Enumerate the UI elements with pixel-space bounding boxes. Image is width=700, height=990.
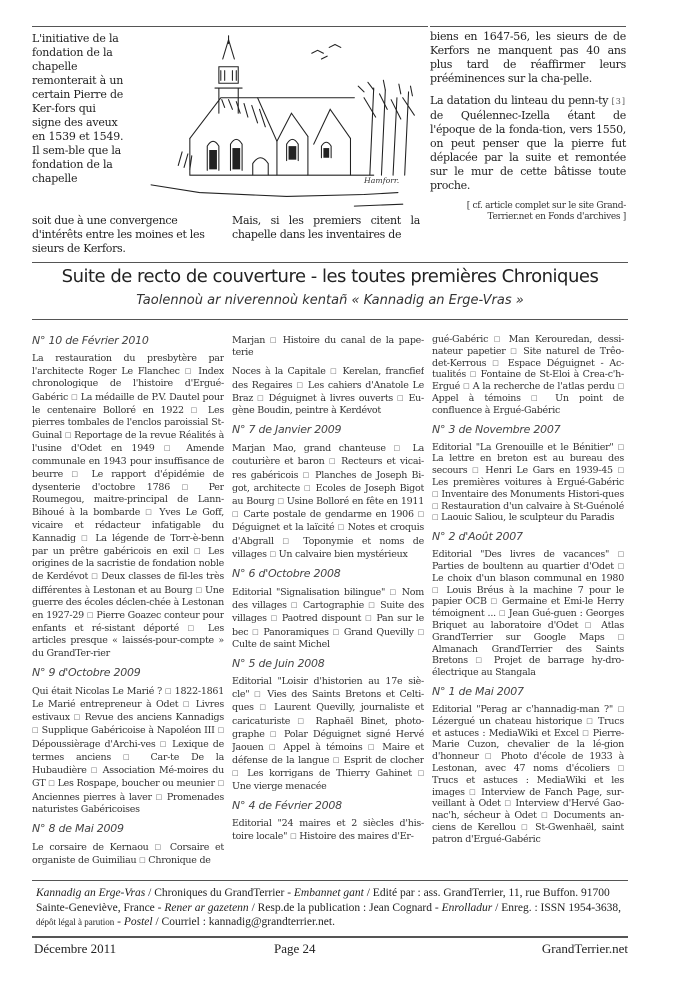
colophon-label-email: Postel	[123, 916, 153, 928]
colophon-text: / Edité par : ass. GrandTerrier, 11, rue Buffon. 91700 Sainte-Geneviève, France -	[36, 887, 610, 914]
separator-box: □	[617, 704, 624, 713]
separator-box: □	[417, 510, 424, 519]
separator-box: □	[182, 700, 192, 709]
separator-box: □	[296, 380, 304, 389]
separator-box: □	[582, 728, 590, 737]
separator-box: □	[232, 510, 240, 519]
separator-box: □	[332, 627, 341, 636]
separator-box: □	[259, 703, 269, 712]
colophon	[36, 886, 630, 930]
separator-box: □	[91, 572, 99, 581]
cf-note: [ cf. article complet sur le site Grand-Terrier.net en Fonds d'archives ]	[466, 201, 626, 222]
separator-box: □	[389, 588, 398, 597]
separator-box: □	[432, 489, 439, 498]
intro-middle-text: Mais, si les premiers citent la chapelle dans les inventaires de	[232, 214, 420, 241]
separator-box: □	[492, 358, 502, 367]
separator-box: □	[187, 624, 200, 633]
separator-box: □	[195, 585, 203, 594]
separator-box: □	[71, 392, 78, 401]
section-bottom-rule	[32, 319, 628, 320]
separator-box: □	[71, 469, 84, 478]
separator-box: □	[159, 739, 168, 748]
issue-contents: Editorial "La Grenouille et le Bénitier" □ La lettre en breton est au bureau des secours □ Henri Le Gars en 1939-45 □ Les premières voitures à Ergué-Gabéric □ Inventaire des Monuments Histori-ques □ Restauration d'un calvaire à St-Guénolé □ Laouic Saliou, le sculpteur du Paradis	[432, 441, 624, 524]
intro-right-paragraph-1: biens en 1647-56, les sieurs de de Kerfors ne manquent pas 40 ans plus tard de réaffirmer leurs prééminences sur la cha-pelle.	[430, 30, 626, 85]
colophon-legal-deposit: dépôt légal à parution	[36, 917, 115, 927]
separator-box: □	[145, 508, 155, 517]
separator-box: □	[217, 779, 224, 788]
separator-box: □	[32, 726, 39, 735]
separator-box: □	[367, 743, 377, 752]
separator-box: □	[64, 431, 72, 440]
issue-contents: Marjan □ Histoire du canal de la pape-terie	[232, 335, 424, 359]
section-top-rule	[32, 262, 628, 263]
colophon-text: / Enreg. : ISSN 1954-3638,	[492, 901, 622, 914]
separator-box: □	[252, 627, 260, 636]
issue-contents: Noces à la Capitale □ Kerelan, francfief des Regaires □ Les cahiers d'Anatole Le Braz □ Déguignet à livres ouverts □ Eu-gène Boudin, peintre à Kerdévot	[232, 366, 424, 417]
separator-box: □	[617, 763, 624, 772]
separator-box: □	[365, 614, 373, 623]
separator-box: □	[48, 779, 55, 788]
separator-box: □	[510, 346, 519, 355]
issue-contents: gué-Gabéric □ Man Kerouredan, dessi-nateur papetier □ Site naturel de Trêo-det-Kerrous □ Espace Déguignet - Ac-tualités □ Fontaine de St-Eloi à Crea-c'h-Ergué □ A la recherche de l'atlas perdu □ Appel à témoins □ Un point de confluence à Ergué-Gabéric	[432, 334, 624, 416]
separator-box: □	[617, 550, 624, 559]
issue-contents: Qui était Nicolas Le Marié ? □ 1822-1861 Le Marié entrepreneur à Odet □ Livres estivaux □ Revue des anciens Kannadigs □ Supplique Gabéricoise à Napoléon III □ Dépoussièrage d'Archi-ves □ Lexique de termes anciens □ Car-te De la Hubaudière □ Association Mé-moires du GT □ Les Rospape, boucher ou meunier □ Anciennes pierres à laver □ Promenades naturistes Gabéricoises	[32, 685, 224, 815]
issue-heading: N° 1 de Mai 2007	[432, 684, 524, 698]
chapel-illustration	[130, 30, 420, 210]
separator-box: □	[584, 620, 595, 629]
colophon-text: / Chroniques du GrandTerrier -	[145, 887, 294, 899]
separator-box: □	[432, 585, 441, 594]
separator-box: □	[368, 601, 376, 610]
separator-box: □	[269, 336, 279, 344]
separator-box: □	[181, 483, 197, 492]
separator-box: □	[270, 614, 279, 623]
intro-left-text-continued: soit due à une convergence d'intérêts entre les moines et les sieurs de Kerfors.	[32, 214, 205, 255]
issue-contents: Editorial "Loisir d'historien au 17e siè-cle" □ Vies des Saints Bretons et Celti-ques □ Laurent Quevilly, journaliste et caricaturiste □ Raphaël Binet, photo-graphe □ Polar Déguignet signé Hervé Jaouen □ Appel à témoins □ Maire et défense de la langue □ Esprit de clocher □ Les korrigans de Thierry Gahinet □ Une vierge menacée	[232, 676, 424, 792]
separator-box: □	[86, 611, 94, 620]
separator-box: □	[81, 533, 91, 542]
issue-contents: Editorial "24 maires et 2 siècles d'his-toire locale" □ Histoire des maires d'Er-	[232, 817, 424, 843]
separator-box: □	[432, 513, 439, 522]
separator-box: □	[268, 743, 278, 752]
separator-box: □	[184, 367, 194, 376]
issue-heading: N° 5 de Juin 2008	[232, 657, 325, 671]
separator-box: □	[617, 632, 624, 641]
separator-box: □	[469, 787, 477, 796]
separator-box: □	[617, 382, 624, 391]
footer-site[interactable]: GrandTerrier.net	[541, 941, 628, 956]
separator-box: □	[504, 799, 512, 808]
intro-right-p2-start: La datation du linteau du penn-ty	[430, 94, 609, 107]
colophon-email[interactable]: / Courriel : kannadig@grandterrier.net.	[152, 916, 335, 928]
column-3	[432, 334, 624, 874]
separator-box: □	[190, 405, 202, 414]
separator-box: □	[297, 716, 309, 725]
intro-right-paragraph-2	[430, 94, 626, 193]
issue-heading: N° 3 de Novembre 2007	[432, 422, 561, 436]
footer-date: Décembre 2011	[34, 941, 117, 956]
colophon-publication-name: Kannadig an Erge-Vras	[36, 887, 146, 899]
separator-box: □	[193, 547, 203, 556]
separator-box: □	[154, 842, 164, 851]
separator-box: □	[617, 561, 624, 570]
colophon-text: -	[114, 916, 124, 928]
column-2	[232, 334, 424, 874]
illustration-signature: Hamforr.	[364, 175, 400, 185]
top-rule	[32, 26, 428, 27]
separator-box: □	[304, 483, 312, 492]
separator-box: □	[469, 370, 477, 379]
separator-box: □	[521, 822, 530, 831]
separator-box: □	[217, 726, 224, 735]
separator-box: □	[531, 393, 545, 402]
issue-contents: Marjan Mao, grand chanteuse □ La couturière et baron □ Recteurs et vicai-res gabéricois □ Planches de Joseph Bi-got, architecte □ Ecoles de Joseph Bigot au Bourg □ Usine Bolloré en fête en 1911 □ Carte postale de gendarme en 1906 □ Déguignet et la laïcité □ Notes et croquis d'Abgrall □ Toponymie et noms de villages □ Un calvaire bien mystérieux	[232, 443, 424, 560]
separator-box: □	[122, 752, 139, 761]
separator-box: □	[277, 497, 284, 506]
colophon-rule	[32, 880, 628, 881]
separator-box: □	[396, 393, 405, 402]
footer-rule	[32, 936, 628, 938]
issue-contents: Le corsaire de Kernaou □ Corsaire et organiste de Guimiliau □ Chronique de	[32, 841, 224, 867]
separator-box: □	[90, 766, 99, 775]
column-1	[32, 334, 224, 874]
separator-box: □	[257, 393, 265, 402]
separator-box: □	[290, 601, 299, 610]
issue-contents: Editorial "Des livres de vacances" □ Parties de boultenn au quartier d'Odet □ Le choix d'un blason communal en 1980 □ Louis Bréus à la machine 7 pour le papier OCB □ Germaine et Emi-le Herry témoignent ... □ Jean Gué-guen : Georges Briquet au laboratoire d'Odet □ Atlas GrandTerrier sur Google Maps □ Almanach GrandTerrier des Saints Bretons □ Projet de barrage hy-dro-électrique au Stangala	[432, 549, 624, 679]
separator-box: □	[498, 609, 506, 618]
separator-box: □	[472, 466, 481, 475]
separator-box: □	[541, 811, 550, 820]
separator-box: □	[269, 549, 276, 558]
separator-box: □	[290, 832, 297, 841]
separator-box: □	[254, 690, 263, 699]
section-subtitle: Taolennoù ar niverennoù kentañ « Kannadig an Erge-Vras »	[136, 293, 524, 308]
section-title: Suite de recto de couverture - les toutes premières Chroniques	[61, 266, 599, 287]
separator-box: □	[484, 752, 495, 761]
separator-box: □	[475, 656, 487, 665]
separator-box: □	[302, 470, 311, 479]
separator-box: □	[417, 769, 424, 778]
issue-heading: N° 9 d'Octobre 2009	[32, 665, 141, 679]
separator-box: □	[165, 686, 172, 695]
separator-box: □	[163, 444, 177, 453]
colophon-label-editor: Embannet gant	[293, 887, 364, 899]
intro-right-column	[430, 30, 626, 223]
separator-box: □	[328, 457, 337, 466]
separator-box: □	[139, 856, 146, 865]
separator-box: □	[269, 729, 279, 738]
separator-box: □	[330, 367, 339, 376]
separator-box: □	[490, 597, 498, 606]
issue-heading: N° 6 d'Octobre 2008	[232, 567, 341, 581]
colophon-text: / Resp.de la publication : Jean Cognard -	[248, 901, 442, 914]
separator-box: □	[617, 466, 624, 475]
separator-box: □	[332, 756, 341, 765]
separator-box: □	[232, 769, 242, 778]
issue-contents: La restauration du presbytère par l'architecte Roger Le Flanchec □ Index chronologique de l'histoire d'Ergué-Gabéric □ La médaille de P.V. Dautel pour le centenaire Bolloré en 1922 □ Les pierres tombales de l'enclos paroissial St-Guinal □ Reportage de la revue Réalités à l'usine d'Odet en 1949 □ Amende communale en 1943 pour insuffisance de beurre □ Le rapport d'épidémie de dysenterie d'octobre 1786 □ Per Roumegou, maitre-principal de Lann-Bihoué à la bombarde □ Yves Le Goff, vicaire et rédacteur infatigable du Kannadig □ La légende de Torr-è-benn par un prêtre gabéricois en exil □ Les origines de la sacristie de fondation noble de Kerdévot □ Deux classes de fil-les très différentes à Lestonan et au Bourg □ Une guerre des écoles déclen-chée à Lestonan en 1927-29 □ Pierre Goazec conteur pour enfants et ré-sistant déporté □ Les articles presque « laissés-pour-compte » du GrandTer-rier	[32, 353, 224, 659]
footer-page-number: Page 24	[274, 941, 316, 956]
separator-box: □	[73, 713, 81, 722]
separator-box: □	[493, 335, 503, 343]
separator-box: □	[463, 382, 470, 391]
separator-box: □	[432, 501, 439, 510]
issue-contents: Editorial "Perag ar c'hannadig-man ?" □ Lézergué un chateau historique □ Trucs et astuces : MediaWiki et Excel □ Pierre-Marie Cuzon, chevalier de la lé-gion d'honneur □ Photo d'école de 1933 à Lestonan, avec 47 noms d'écoliers □ Trucs et astuces : MediaWiki et les images □ Interview de Fanch Page, sur-veillant à Odet □ Interview d'Hervé Gao-nac'h, sécheur à Odet □ Documents an-ciens de Kerellou □ St-Gwenhaël, saint patron d'Ergué-Gabéric	[432, 703, 624, 845]
footnote-reference: [3]	[611, 97, 627, 106]
page-footer	[32, 941, 628, 959]
separator-box: □	[337, 523, 345, 532]
intro-right-p2-end: de Quélennec-Izella étant de l'époque de la fonda-tion, vers 1550, on peut penser que la pierre fut déplacée par la suite et remontée sur le mur de cette bâtisse toute proche.	[430, 109, 626, 192]
issue-heading: N° 4 de Février 2008	[232, 798, 342, 812]
separator-box: □	[155, 792, 164, 801]
separator-box: □	[617, 442, 624, 451]
intro-left-text: L'initiative de la fondation de la chapelle remonterait à un certain Pierre de Ker-fors qui signe des aveux en 1539 et 1549. Il sem-ble que la fondation de la chapelle	[32, 32, 124, 185]
issue-heading: N° 10 de Février 2010	[32, 334, 149, 347]
issue-contents: Editorial "Signalisation bilingue" □ Nom des villages □ Cartographie □ Suite des villages □ Paotred dispount □ Pan sur le bec □ Panoramiques □ Grand Quevilly □ Culte de saint Michel	[232, 587, 424, 650]
colophon-label-director: Rener ar gazetenn	[164, 901, 249, 914]
separator-box: □	[393, 444, 405, 453]
separator-box: □	[282, 536, 295, 545]
issue-heading: N° 8 de Mai 2009	[32, 821, 124, 835]
issue-heading: N° 7 de Janvier 2009	[232, 423, 342, 437]
top-rule-right	[430, 26, 626, 27]
separator-box: □	[417, 627, 424, 636]
separator-box: □	[586, 716, 594, 725]
issue-heading: N° 2 d'Août 2007	[432, 530, 523, 544]
colophon-label-registration: Enrolladur	[441, 901, 493, 914]
